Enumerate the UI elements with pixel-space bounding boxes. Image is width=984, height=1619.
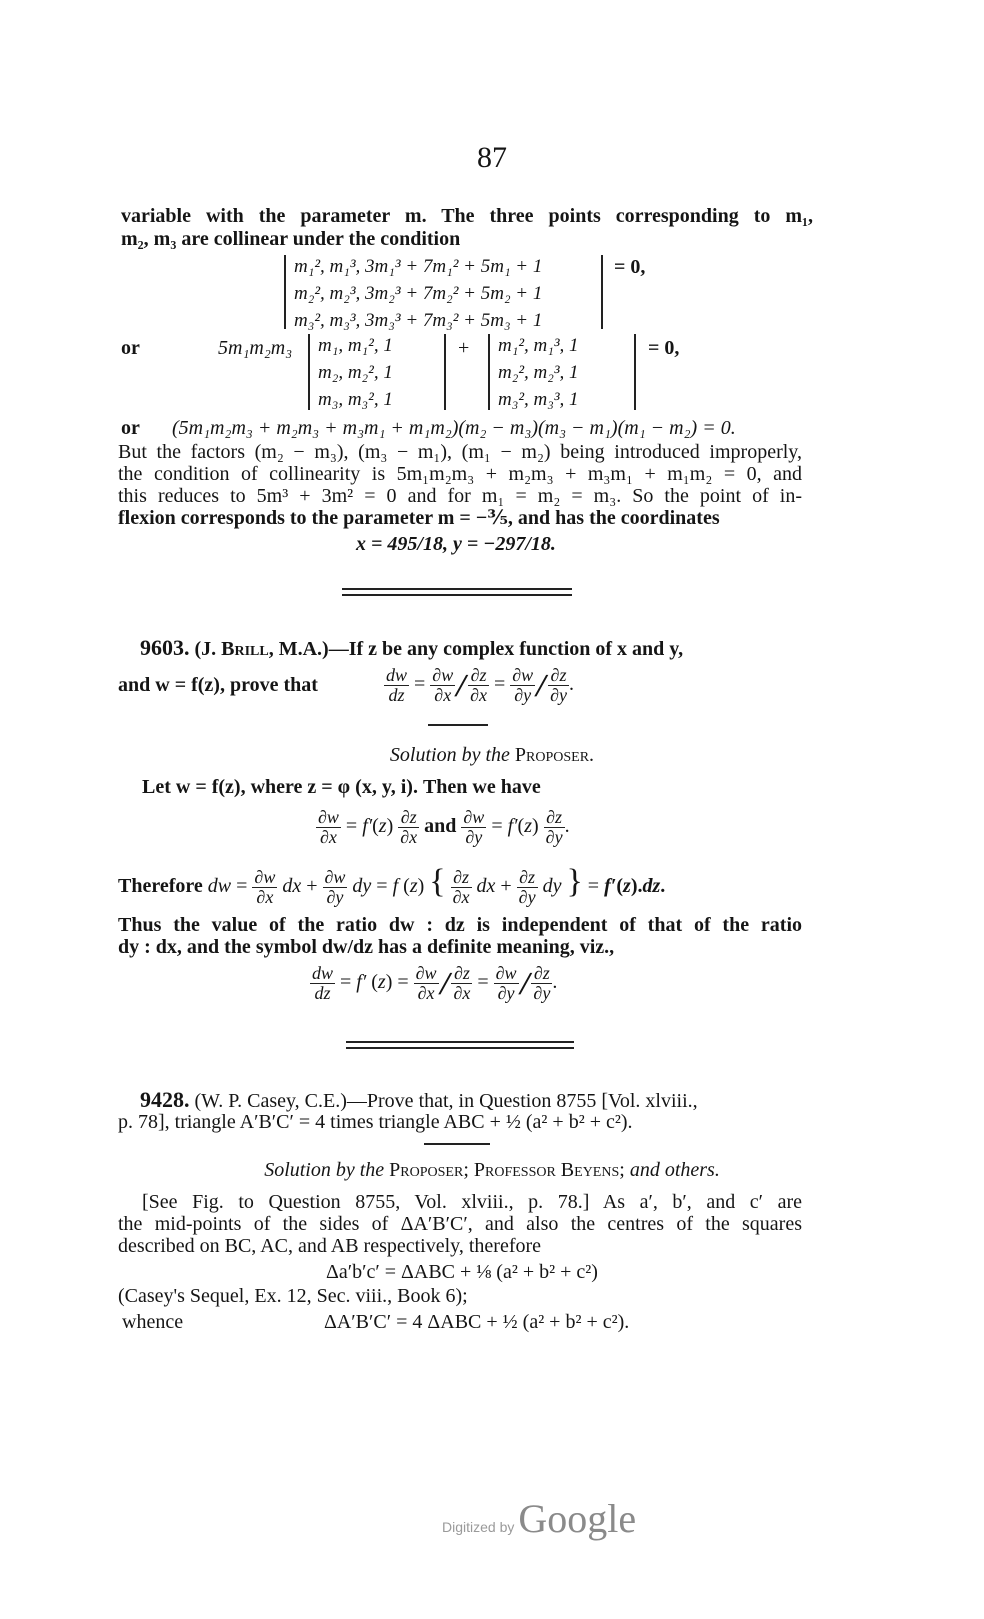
q9428-solution-3: described on BC, AC, and AB respectively, therefore [118,1235,542,1257]
q9428-line-1 [140,1089,804,1112]
det2-right-bar [444,334,446,410]
double-rule-2 [346,1041,574,1049]
q9603-thus-1: Thus the value of the ratio dw : dz is independent of that of the ratio [118,914,802,936]
det1-row-2: m₂², m₂³, 3m₂³ + 7m₂² + 5m₂ + 1 [294,283,543,304]
short-rule-2 [424,1143,490,1145]
q9428-whence: whence [122,1311,184,1333]
det1-left-bar [284,255,286,329]
q9603-partials: $\frac{\partial w}{\partial x}$ = f′(z) $\frac{\partial z}{\partial x}$ and $\frac{\partial w}{\partial y}$ = f′(z) $\frac{\partial z}{\partial y}$ . [318,806,570,847]
coef-5m1m2m3: 5m₁m₂m₃ [218,337,293,359]
intro-line-1: variable with the parameter m. The three points corresponding to m₁, [121,205,813,227]
digitized-by-google-watermark: Digitized by Google [442,1496,637,1541]
google-logo: Google [518,1496,637,1541]
det2-row-2: m₂, m₂², 1 [318,362,393,383]
det2-row-3: m₃, m₃², 1 [318,389,393,410]
para-line-4: flexion corresponds to the parameter m = −⅗, and has the coordinates [118,507,720,529]
q9603-statement-1: —If z be any complex function of x and y, [328,638,684,660]
det2-row-1: m₁, m₁², 1 [318,335,393,356]
det1-right-bar [601,255,603,329]
or-label-2: or [121,417,140,439]
det1-equals: = 0, [614,256,646,278]
page-number: 87 [477,141,507,174]
q9428-statement-2: p. 78], triangle A′B′C′ = 4 times triangle ABC + ½ (a² + b² + c²). [118,1111,633,1133]
q9603-line-1 [140,637,804,660]
det3-row-3: m₃², m₃³, 1 [498,389,579,410]
q9603-main-identity: $\frac{dw}{dz}$ = $\frac{\partial w}{\partial x}$ / $\frac{\partial z}{\partial x}$ = $\frac{\partial w}{\partial y}$ / $\frac{\partial z}{\partial y}$ . [386,664,574,705]
q9603-let-line: Let w = f(z), where z = φ (x, y, i). Then we have [142,776,541,798]
q9428-statement-1: (W. P. Casey, C.E.)—Prove that, in Question 8755 [Vol. xlviii., [194,1090,698,1112]
double-rule-1 [342,588,572,596]
plus-sign: + [458,337,470,359]
det23-equals: = 0, [648,337,680,359]
or-label-1: or [121,337,140,359]
q9603-therefore: Therefore dw = $\frac{\partial w}{\partial x}$ dx + $\frac{\partial w}{\partial y}$ dy = f (z) { $\frac{\partial z}{\partial x}$ dx + $\frac{\partial z}{\partial y}$ dy } = f′(z).dz. [118,863,666,907]
q9428-solution-heading: Solution by the Proposer; Professor Beyens; and others. [264,1159,720,1181]
para-line-3: this reduces to 5m³ + 3m² = 0 and for m₁ = m₂ = m₃. So the point of in- [118,485,802,507]
q9428-solution-1: [See Fig. to Question 8755, Vol. xlviii., p. 78.] As a′, b′, and c′ are [142,1191,802,1213]
q9603-solution-heading: Solution by the Proposer. [389,744,595,766]
q9428-solution-2: the mid-points of the sides of ΔA′B′C′, and also the centres of the squares [118,1213,802,1235]
inflexion-coordinates: x = 495/18, y = −297/18. [356,533,556,555]
det3-row-1: m₁², m₁³, 1 [498,335,579,356]
q9603-number: 9603. [140,635,190,660]
q9428-equation-1: Δa′b′c′ = ΔABC + ⅛ (a² + b² + c²) [326,1261,598,1283]
intro-line-2: m₂, m₃ are collinear under the condition [121,228,461,250]
q9603-author: (J. Brill, M.A.) [194,638,329,660]
para-line-1: But the factors (m₂ − m₃), (m₃ − m₁), (m₁ − m₂) being introduced improperly, [118,441,802,463]
det2-left-bar [308,334,310,410]
product-equation: (5m₁m₂m₃ + m₂m₃ + m₃m₁ + m₁m₂)(m₂ − m₃)(m₃ − m₁)(m₁ − m₂) = 0. [172,417,736,439]
short-rule-1 [428,724,488,726]
q9428-reference: (Casey's Sequel, Ex. 12, Sec. viii., Book 6); [118,1285,468,1307]
det3-left-bar [488,334,490,410]
q9603-thus-2: dy : dx, and the symbol dw/dz has a definite meaning, viz., [118,936,615,958]
q9428-equation-2: ΔA′B′C′ = 4 ΔABC + ½ (a² + b² + c²). [324,1311,630,1333]
det3-right-bar [634,334,636,410]
q9603-final-identity: $\frac{dw}{dz}$ = f′ (z) = $\frac{\partial w}{\partial x}$ / $\frac{\partial z}{\partial x}$ = $\frac{\partial w}{\partial y}$ / $\frac{\partial z}{\partial y}$ . [312,962,558,1003]
det3-row-2: m₂², m₂³, 1 [498,362,579,383]
para-line-2: the condition of collinearity is 5m₁m₂m₃ + m₂m₃ + m₃m₁ + m₁m₂ = 0, and [118,463,802,485]
q9603-statement-2: and w = f(z), prove that [118,674,318,696]
det1-row-1: m₁², m₁³, 3m₁³ + 7m₁² + 5m₁ + 1 [294,256,543,277]
q9428-number: 9428. [140,1087,190,1112]
det1-row-3: m₃², m₃³, 3m₃³ + 7m₃² + 5m₃ + 1 [294,310,543,331]
